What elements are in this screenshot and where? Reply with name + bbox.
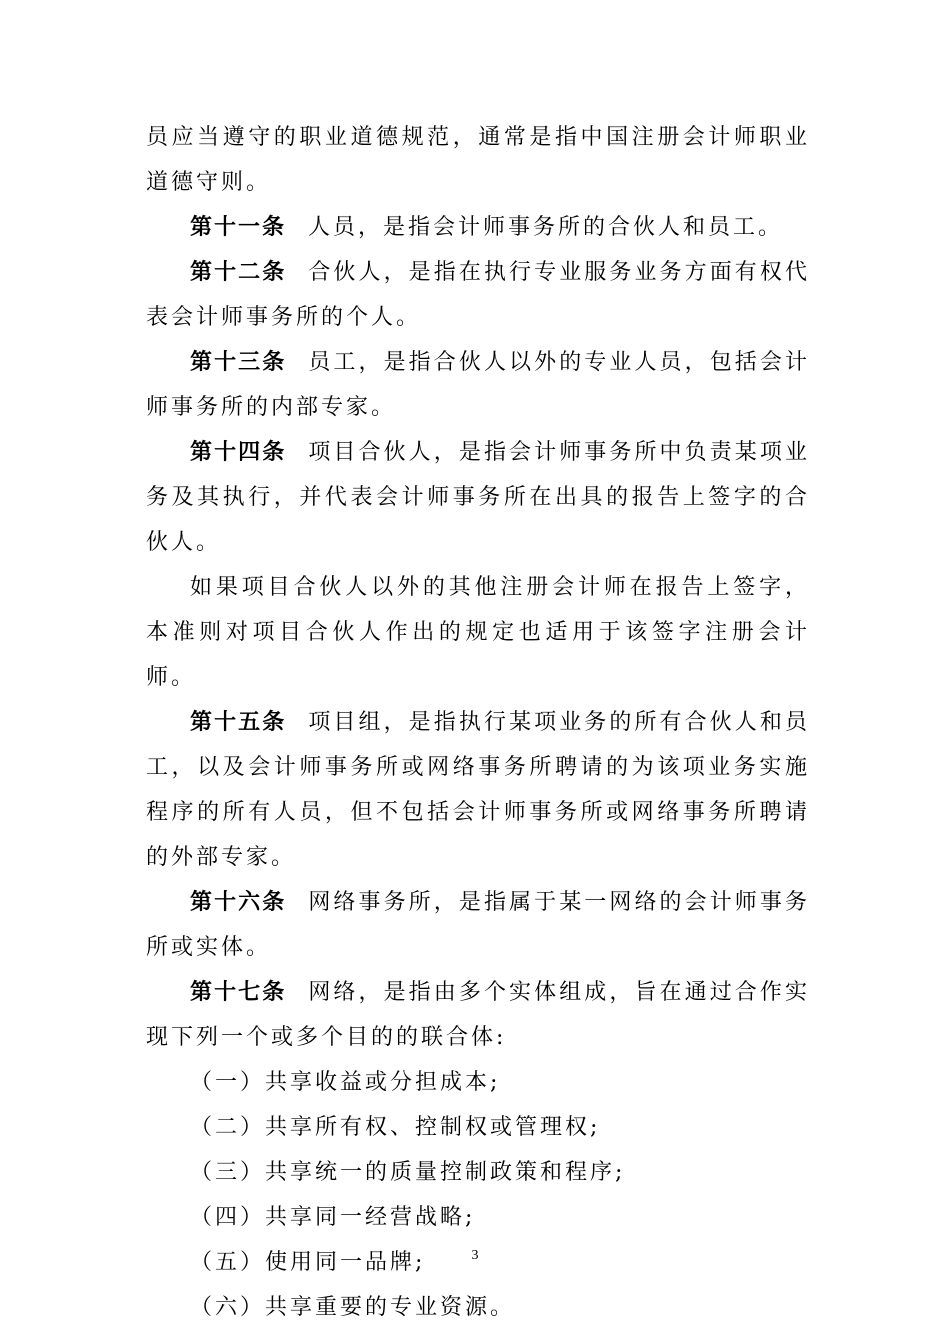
- article-heading: 第十二条: [190, 259, 287, 285]
- article-text: 网络事务所，是指属于某一网络的会计师事务所或实体。: [146, 890, 810, 960]
- article-12: [146, 250, 810, 340]
- article-heading: 第十四条: [190, 439, 287, 465]
- page-number: 3: [471, 1248, 479, 1263]
- article-15: [146, 700, 810, 880]
- list-item: （二）共享所有权、控制权或管理权;: [190, 1115, 601, 1140]
- body-text: [146, 115, 810, 1330]
- article-text: 员工，是指合伙人以外的专业人员，包括会计师事务所的内部专家。: [146, 350, 810, 420]
- article-text: 网络，是指由多个实体组成，旨在通过合作实现下列一个或多个目的的联合体:: [146, 980, 810, 1050]
- article-text: 人员，是指会计师事务所的合伙人和员工。: [308, 215, 784, 240]
- article-16: [146, 880, 810, 970]
- article-13: [146, 340, 810, 430]
- list-item: （三）共享统一的质量控制政策和程序;: [190, 1160, 626, 1185]
- paragraph-text: 员应当遵守的职业道德规范，通常是指中国注册会计师职业道德守则。: [146, 125, 810, 195]
- list-item: （四）共享同一经营战略;: [190, 1205, 476, 1230]
- paragraph-continuation: [146, 115, 810, 205]
- article-heading: 第十七条: [190, 979, 287, 1005]
- article-text: 合伙人，是指在执行专业服务业务方面有权代表会计师事务所的个人。: [146, 260, 810, 330]
- list-item: （一）共享收益或分担成本;: [190, 1070, 501, 1095]
- article-17: [146, 970, 810, 1060]
- article-14: [146, 430, 810, 565]
- article-text: 项目合伙人，是指会计师事务所中负责某项业务及其执行，并代表会计师事务所在出具的报告上签字的合伙人。: [146, 440, 810, 555]
- article-heading: 第十三条: [190, 349, 287, 375]
- paragraph-text: 如果项目合伙人以外的其他注册会计师在报告上签字，本准则对项目合伙人作出的规定也适用于该签字注册会计师。: [146, 575, 810, 690]
- article-heading: 第十五条: [190, 709, 287, 735]
- article-text: 项目组，是指执行某项业务的所有合伙人和员工，以及会计师事务所或网络事务所聘请的为该项业务实施程序的所有人员，但不包括会计师事务所或网络事务所聘请的外部专家。: [146, 710, 810, 870]
- article-11: [146, 205, 810, 250]
- list-item: （六）共享重要的专业资源。: [190, 1295, 516, 1320]
- list-item: （五）使用同一品牌;: [190, 1250, 426, 1275]
- paragraph-signing: [146, 565, 810, 700]
- article-heading: 第十一条: [190, 214, 287, 240]
- article-heading: 第十六条: [190, 889, 287, 915]
